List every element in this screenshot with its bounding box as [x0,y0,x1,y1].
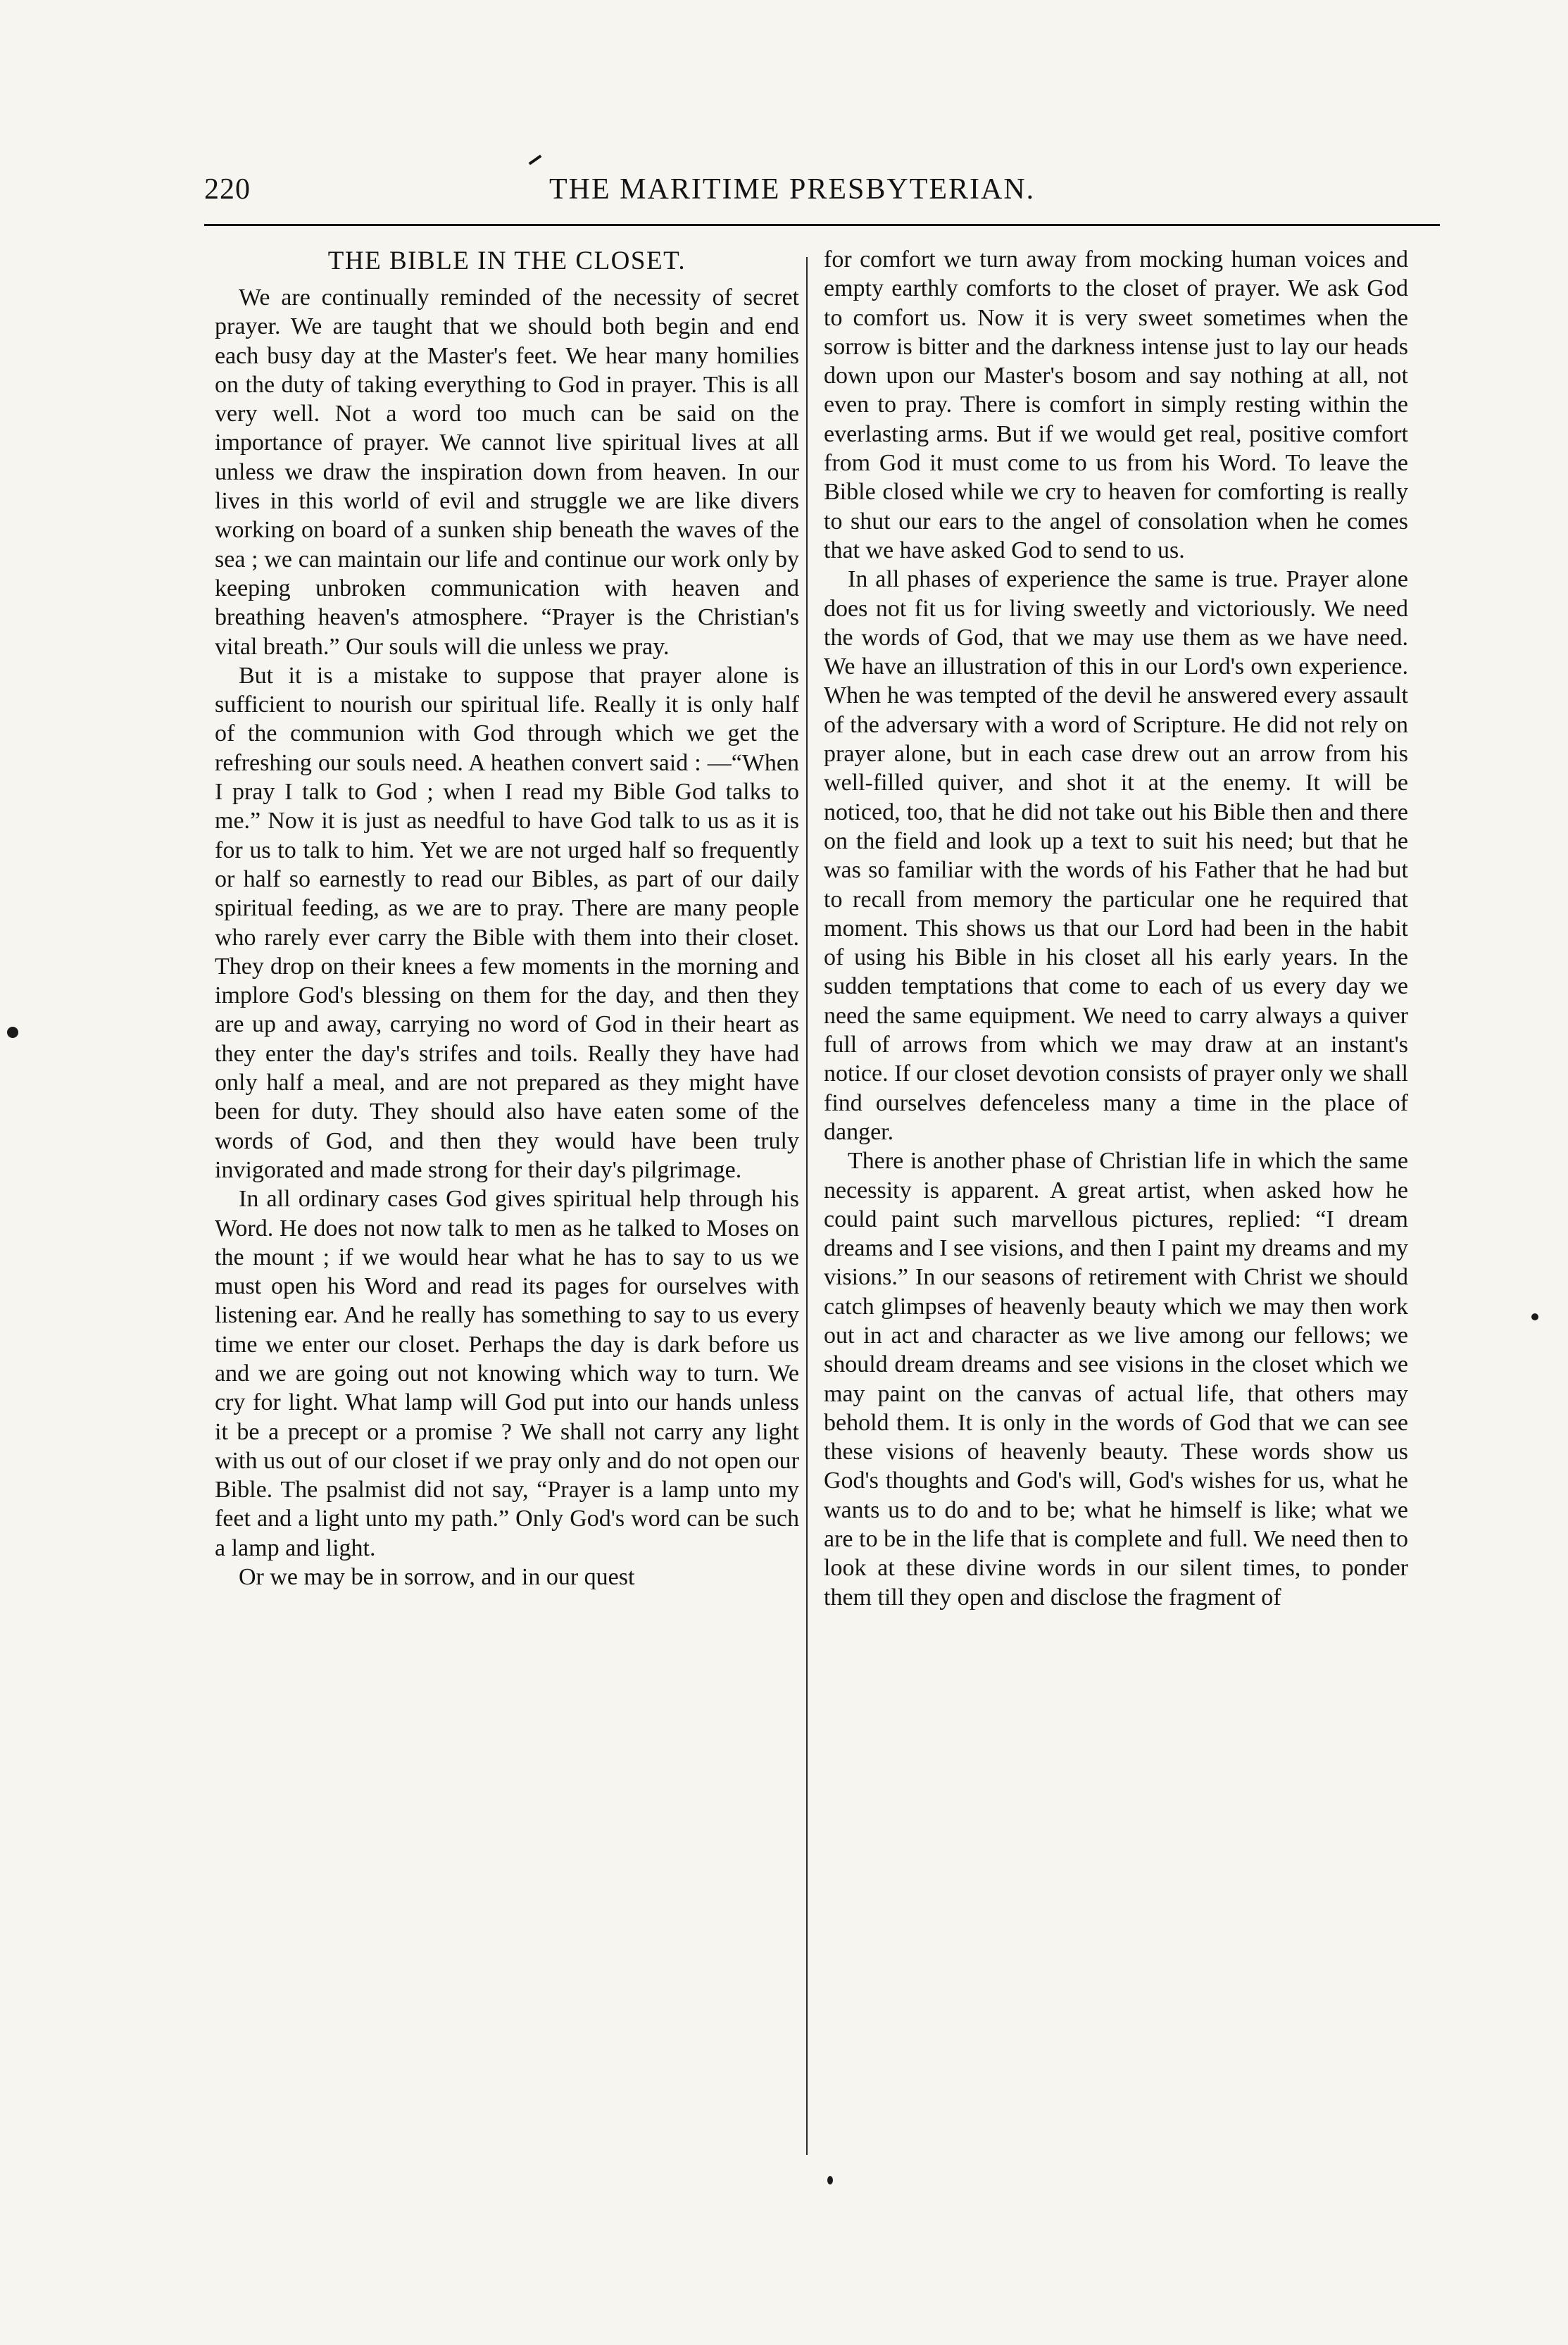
scan-speck [7,1027,18,1038]
right-column [824,245,1408,1612]
paragraph: In all ordinary cases God gives spiritual help through his Word. He does not now talk to men as he talked to Moses on the mount ; if we would hear what he has to say to us we must open his Word and read its pages for ourselves with listening ear. And he really has something to say to us every time we enter our closet. Perhaps the day is dark before us and we are going out not knowing which way to turn. We cry for light. What lamp will God put into our hands unless it be a precept or a promise ? We shall not carry any light with us out of our closet if we pray only and do not open our Bible. The psalmist did not say, “Prayer is a lamp unto my feet and a light unto my path.” Only God's word can be such a lamp and light. [215,1186,799,1561]
paragraph: We are continually reminded of the necessity of secret prayer. We are taught that we should both begin and end each busy day at the Master's feet. We hear many homilies on the duty of taking everything to God in prayer. This is all very well. Not a word too much can be said on the importance of prayer. We cannot live spiritual lives at all unless we draw the inspiration down from heaven. In our lives in this world of evil and struggle we are like divers working on board of a sunken ship beneath the waves of the sea ; we can maintain our life and continue our work only by keeping unbroken communication with heaven and breathing heaven's atmosphere. “Prayer is the Christian's vital breath.” Our souls will die unless we pray. [215,284,799,660]
scan-speck [1531,1313,1538,1320]
paragraph: for comfort we turn away from mocking human voices and empty earthly comforts to the closet of prayer. We ask God to comfort us. Now it is very sweet sometimes when the sorrow is bitter and the darkness intense just to lay our heads down upon our Master's bosom and say nothing at all, not even to pray. There is comfort in simply resting within the everlasting arms. But if we would get real, positive comfort from God it must come to us from his Word. To leave the Bible closed while we cry to heaven for comforting is really to shut our ears to the angel of consolation when he comes that we have asked God to send to us. [824,246,1408,563]
paragraph: But it is a mistake to suppose that prayer alone is sufficient to nourish our spiritual life. Really it is only half of the communion with God through which we get the refreshing our souls need. A heathen convert said : —“When I pray I talk to God ; when I read my Bible God talks to me.” Now it is just as needful to have God talk to us as it is for us to talk to him. Yet we are not urged half so frequently or half so earnestly to read our Bibles, as part of our daily spiritual feeding, as we are to pray. There are many people who rarely ever carry the Bible with them into their closet. They drop on their knees a few moments in the morning and implore God's blessing on them for the day, and then they are up and away, carrying no word of God in their heart as they enter the day's strifes and toils. Really they have had only half a meal, and are not prepared as they might have been for duty. They should also have eaten some of the words of God, and then they would have been truly invigorated and made strong for their day's pilgrimage. [215,662,799,1183]
paragraph: There is another phase of Christian life in which the same necessity is apparent. A great artist, when asked how he could paint such marvellous pictures, replied: “I dream dreams and I see visions, and then I paint my dreams and my visions.” In our seasons of retirement with Christ we should catch glimpses of heavenly beauty which we may then work out in act and character as we live among our fellows; we should dream dreams and see visions in the closet which we may paint on the canvas of actual life, that others may behold them. It is only in the words of God that we can see these visions of heavenly beauty. These words show us God's thoughts and God's will, God's wishes for us, what he wants us to do and to be; what he himself is like; what we are to be in the life that is complete and full. We need then to look at these divine words in our silent times, to ponder them till they open and disclose the fragment of [824,1148,1408,1611]
column-divider [806,257,808,2155]
left-column [215,245,799,1592]
paragraph: Or we may be in sorrow, and in our quest [239,1564,635,1591]
scan-speck [827,2176,833,2184]
printer-mark [529,155,542,165]
page-number: 220 [204,173,251,206]
header-rule [204,224,1440,226]
paragraph: In all phases of experience the same is true. Prayer alone does not fit us for living sweetly and victoriously. We need the words of God, that we may use them as we have need. We have an illustration of this in our Lord's own experience. When he was tempted of the devil he answered every assault of the adversary with a word of Scripture. He did not rely on prayer alone, but in each case drew out an arrow from his well-filled quiver, and shot it at the enemy. It will be noticed, too, that he did not take out his Bible then and there on the field and look up a text to suit his need; but that he was so familiar with the words of his Father that he had but to recall from memory the particular one he required that moment. This shows us that our Lord had been in the habit of using his Bible in his closet all his early years. In the sudden temptations that come to each of us every day we need the same equipment. We need to carry always a quiver full of arrows from which we may draw at an instant's notice. If our closet devotion consists of prayer only we shall find ourselves defenceless many a time in the place of danger. [824,566,1408,1145]
running-title: THE MARITIME PRESBYTERIAN. [549,173,1036,206]
article-title: THE BIBLE IN THE CLOSET. [327,246,686,275]
